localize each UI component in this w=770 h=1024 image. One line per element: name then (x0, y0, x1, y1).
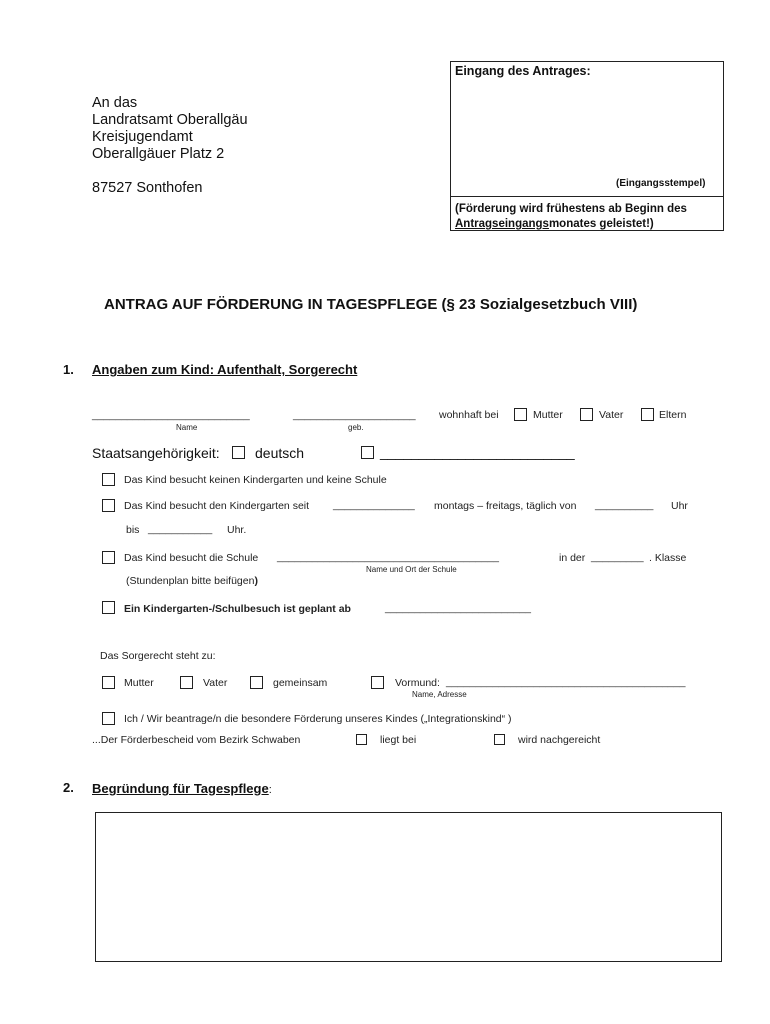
reason-textarea[interactable] (95, 812, 722, 962)
stamp-title: Eingang des Antrages: (455, 64, 591, 78)
checkbox-other-nationality[interactable] (361, 446, 374, 459)
checkbox-custody-vormund[interactable] (371, 676, 384, 689)
address-line: Kreisjugendamt (92, 129, 193, 145)
name-label: Name (176, 423, 198, 432)
time-from-field[interactable]: __________ (595, 499, 654, 511)
other-nationality-field[interactable]: _________________________ (380, 444, 575, 460)
checkbox-follows[interactable] (494, 734, 505, 745)
uhr-label: Uhr (671, 500, 688, 512)
section-heading (92, 780, 272, 798)
option-label: wird nachgereicht (518, 734, 601, 746)
option-label: Mutter (533, 409, 563, 421)
checkbox-school[interactable] (102, 551, 115, 564)
stamp-note-rest: monates geleistet!) (548, 218, 654, 230)
option-label: deutsch (255, 445, 305, 461)
checkbox-planned[interactable] (102, 601, 115, 614)
schedule-note-text: (Stundenplan bitte beifügen (126, 575, 255, 587)
checkbox-vater[interactable] (580, 408, 593, 421)
time-to-field[interactable]: ___________ (148, 523, 213, 535)
school-field-label: Name und Ort der Schule (366, 565, 457, 574)
section-number: 2. (63, 780, 74, 795)
stamp-note (455, 218, 654, 230)
address-line: Oberallgäuer Platz 2 (92, 146, 225, 162)
checkbox-integration[interactable] (102, 712, 115, 725)
class-label: . Klasse (649, 552, 687, 564)
section-title: Angaben zum Kind: Aufenthalt, Sorgerecht (92, 362, 358, 377)
stamp-label: (Eingangsstempel) (616, 178, 706, 189)
checkbox-deutsch[interactable] (232, 446, 245, 459)
address-line: An das (92, 95, 138, 111)
checkbox-eltern[interactable] (641, 408, 654, 421)
recipient-address (92, 95, 248, 197)
custody-label: Das Sorgerecht steht zu: (100, 650, 216, 662)
stamp-divider (450, 196, 724, 197)
class-field[interactable]: _________ (591, 551, 644, 563)
section-colon: : (268, 784, 272, 796)
decision-label: ...Der Förderbescheid vom Bezirk Schwaben (92, 734, 301, 746)
option-label: Das Kind besucht den Kindergarten seit (124, 500, 310, 512)
stamp-note: (Förderung wird frühestens ab Beginn des (455, 203, 687, 215)
uhr-label: Uhr. (227, 524, 247, 536)
checkbox-custody-vater[interactable] (180, 676, 193, 689)
bis-label: bis (126, 524, 140, 536)
option-label: Ich / Wir beantrage/n die besondere Förderung unseres Kindes („Integrationskind“ ) (124, 713, 512, 725)
option-label: liegt bei (380, 734, 417, 746)
checkbox-attached[interactable] (356, 734, 367, 745)
section-title: Begründung für Tagespflege (92, 781, 269, 796)
option-label: Eltern (659, 409, 687, 421)
residence-label: wohnhaft bei (439, 409, 499, 421)
stamp-note-underlined: Antragseingangs (455, 218, 549, 230)
guardian-field-label: Name, Adresse (412, 690, 467, 699)
schedule-note (126, 575, 258, 587)
class-label: in der (559, 552, 586, 564)
birthdate-field[interactable]: _____________________ (293, 409, 416, 421)
school-field[interactable]: ______________________________________ (277, 551, 499, 563)
guardian-field[interactable]: _________________________________________ (446, 676, 686, 688)
option-label: Vormund: (395, 677, 440, 689)
schedule-note-close: ) (254, 575, 258, 587)
option-label: Mutter (124, 677, 154, 689)
checkbox-custody-gemeinsam[interactable] (250, 676, 263, 689)
option-label: Vater (203, 677, 228, 689)
checkbox-custody-mutter[interactable] (102, 676, 115, 689)
section-number: 1. (63, 362, 74, 377)
address-line: Landratsamt Oberallgäu (92, 112, 248, 128)
checkbox-mutter[interactable] (514, 408, 527, 421)
kindergarten-since-field[interactable]: ______________ (333, 499, 415, 511)
option-label: Ein Kindergarten-/Schulbesuch ist geplant ab (124, 603, 351, 615)
option-label: gemeinsam (273, 677, 328, 689)
planned-date-field[interactable]: _________________________ (385, 602, 531, 614)
checkbox-no-kindergarten[interactable] (102, 473, 115, 486)
option-label: Vater (599, 409, 624, 421)
birthdate-label: geb. (348, 423, 364, 432)
option-label: Das Kind besucht keinen Kindergarten und keine Schule (124, 474, 387, 486)
weekday-label: montags – freitags, täglich von (434, 500, 577, 512)
checkbox-kindergarten[interactable] (102, 499, 115, 512)
option-label: Das Kind besucht die Schule (124, 552, 259, 564)
name-field[interactable]: ___________________________ (92, 409, 250, 421)
address-line: 87527 Sonthofen (92, 180, 203, 196)
nationality-label: Staatsangehörigkeit: (92, 445, 220, 461)
page-title: ANTRAG AUF FÖRDERUNG IN TAGESPFLEGE (§ 23 Sozialgesetzbuch VIII) (104, 296, 638, 313)
